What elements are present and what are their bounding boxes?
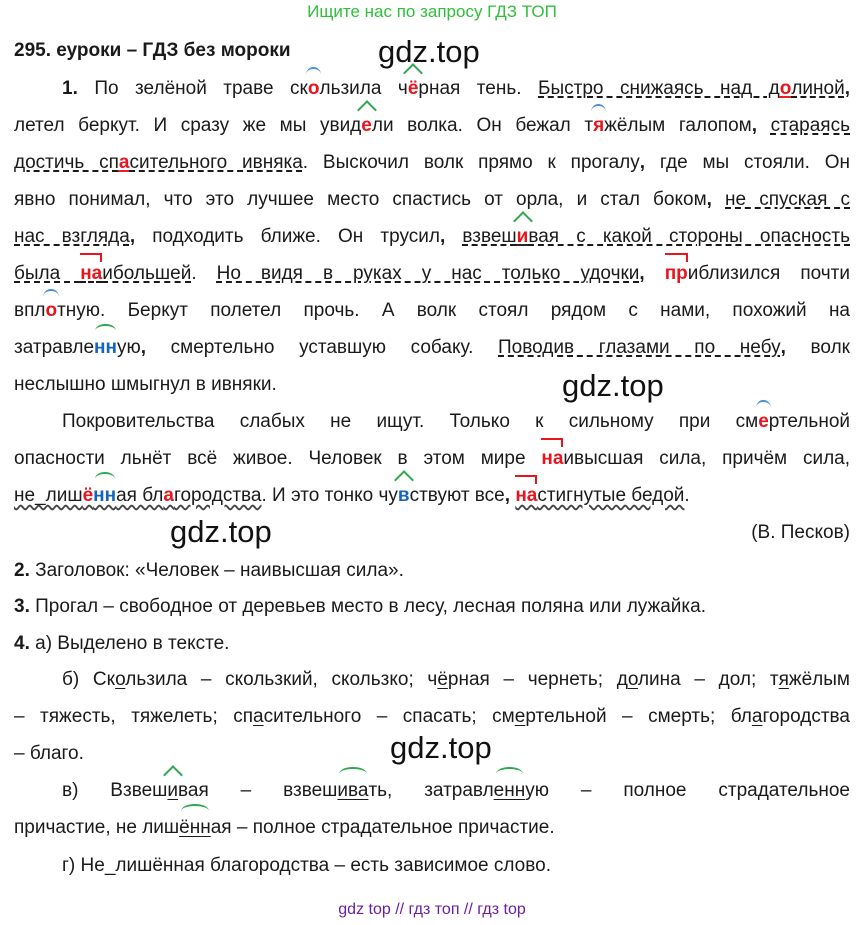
- main-text: [14, 70, 850, 514]
- watermark: gdz.top: [170, 514, 272, 549]
- answer-4b: [14, 661, 850, 772]
- text-line: причастие, не лишённая – полное страдательное причастие.: [14, 809, 850, 846]
- task-number: 1.: [62, 78, 78, 99]
- text-line: нас взгляда, подходить ближе. Он трусил, взвешивая с какой стороны опасность: [14, 218, 850, 255]
- text-line: в) Взвешивая – взвешивать, затравленную – полное страдательное: [14, 772, 850, 809]
- text-line: была наибольшей. Но видя в руках у нас только удочки, приблизился почти: [14, 255, 850, 292]
- answer-4v: [14, 772, 850, 846]
- text-line: – благо.: [14, 743, 84, 764]
- text-line: достичь спасительного ивняка. Выскочил волк прямо к прогалу, где мы стояли. Он: [14, 152, 850, 173]
- answer-3: 3. Прогал – свободное от деревьев место в лесу, лесная поляна или лужайка.: [14, 596, 706, 617]
- footer-links[interactable]: gdz top // гдз топ // гдз top: [338, 901, 526, 918]
- text-line: не_лишённая благородства. И это тонко чувствуют все, настигнутые бедой.: [14, 477, 850, 514]
- text-line: опасности льнёт всё живое. Человек в этом мире наивысшая сила, причём сила,: [14, 440, 850, 477]
- top-banner[interactable]: Ищите нас по запросу ГДЗ ТОП: [307, 2, 557, 21]
- text-line: 1. По зелёной траве скользила чёрная тень. Быстро снижаясь над долиной,: [14, 70, 850, 107]
- author: (В. Песков): [751, 522, 850, 543]
- text-line: затравленную, смертельно уставшую собаку. Поводив глазами по небу, волк: [14, 329, 850, 366]
- watermark: gdz.top: [562, 368, 664, 403]
- watermark: gdz.top: [390, 730, 492, 765]
- answer-4g: г) Не_лишённая благородства – есть зависимое слово.: [62, 855, 551, 876]
- text-line: явно понимал, что это лучшее место спастись от орла, и стал боком, не спуская с: [14, 189, 850, 210]
- answer-4a: 4. а) Выделено в тексте.: [14, 633, 230, 654]
- answer-2: 2. Заголовок: «Человек – наивысшая сила».: [14, 560, 404, 581]
- text-line: б) Скользила – скользкий, скользко; чёрная – чернеть; долина – дол; тяжёлым: [62, 669, 850, 690]
- text-line: вплотную. Беркут полетел прочь. А волк стоял рядом с нами, похожий на: [14, 292, 850, 329]
- watermark: gdz.top: [378, 34, 480, 69]
- page-title: 295. еуроки – ГДЗ без мороки: [14, 40, 291, 61]
- text-line: летел беркут. И сразу же мы увидели волка. Он бежал тяжёлым галопом, стараясь: [14, 107, 850, 144]
- text-line: Покровительства слабых не ищут. Только к сильному при смертельной: [14, 403, 850, 440]
- text-line: – тяжесть, тяжелеть; спасительного – спасать; смертельной – смерть; благородства: [14, 706, 850, 727]
- text-line: неслышно шмыгнул в ивняки.: [14, 374, 277, 395]
